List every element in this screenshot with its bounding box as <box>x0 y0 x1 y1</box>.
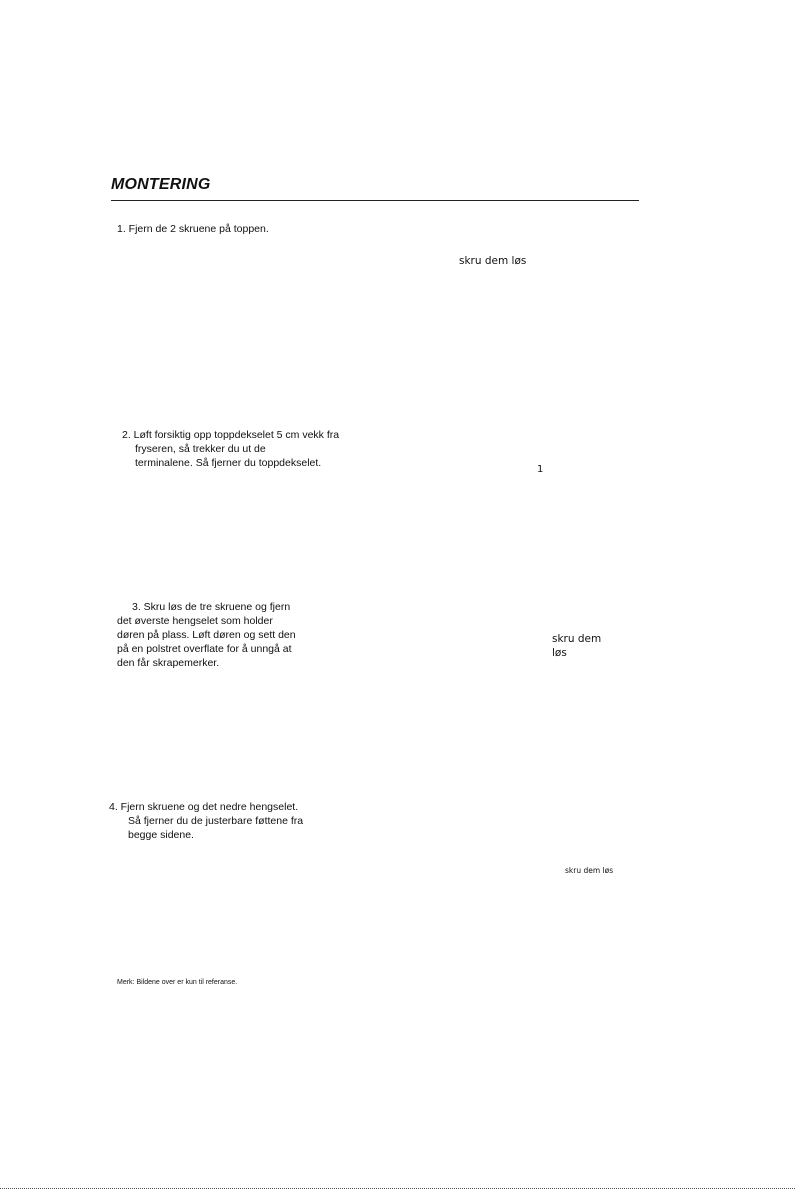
reference-note: Merk: Bildene over er kun til referanse. <box>117 979 238 986</box>
page-bottom-border <box>0 1188 795 1189</box>
page-heading: MONTERING <box>111 176 211 193</box>
step-4-text-line-1: 4. Fjern skruene og det nedre hengselet. <box>109 801 299 813</box>
step-3-text-line-1: 3. Skru løs de tre skruene og fjern <box>132 601 291 613</box>
step-2-marker-label: 1 <box>537 464 544 475</box>
step-3-text-line-2: det øverste hengselet som holder <box>117 615 273 627</box>
step-1-callout-label: skru dem løs <box>459 255 527 267</box>
step-2-text-line-2: fryseren, så trekker du ut de <box>135 443 266 455</box>
step-3-text-line-3: døren på plass. Løft døren og sett den <box>117 629 296 641</box>
step-3-callout-label-line-1: skru dem <box>552 633 602 645</box>
step-2-text-line-3: terminalene. Så fjerner du toppdekselet. <box>135 457 322 469</box>
step-1-text: 1. Fjern de 2 skruene på toppen. <box>117 223 269 235</box>
step-3-text-line-4: på en polstret overflate for å unngå at <box>117 643 292 655</box>
step-3-callout-label-line-2: løs <box>552 647 567 659</box>
step-3-text-line-5: den får skrapemerker. <box>117 657 220 669</box>
heading-divider <box>111 200 639 201</box>
step-4-callout-label: skru dem løs <box>565 866 614 875</box>
step-2-text-line-1: 2. Løft forsiktig opp toppdekselet 5 cm vekk fra <box>122 429 340 441</box>
step-4-text-line-3: begge sidene. <box>128 829 194 841</box>
step-4-text-line-2: Så fjerner du de justerbare føttene fra <box>128 815 304 827</box>
